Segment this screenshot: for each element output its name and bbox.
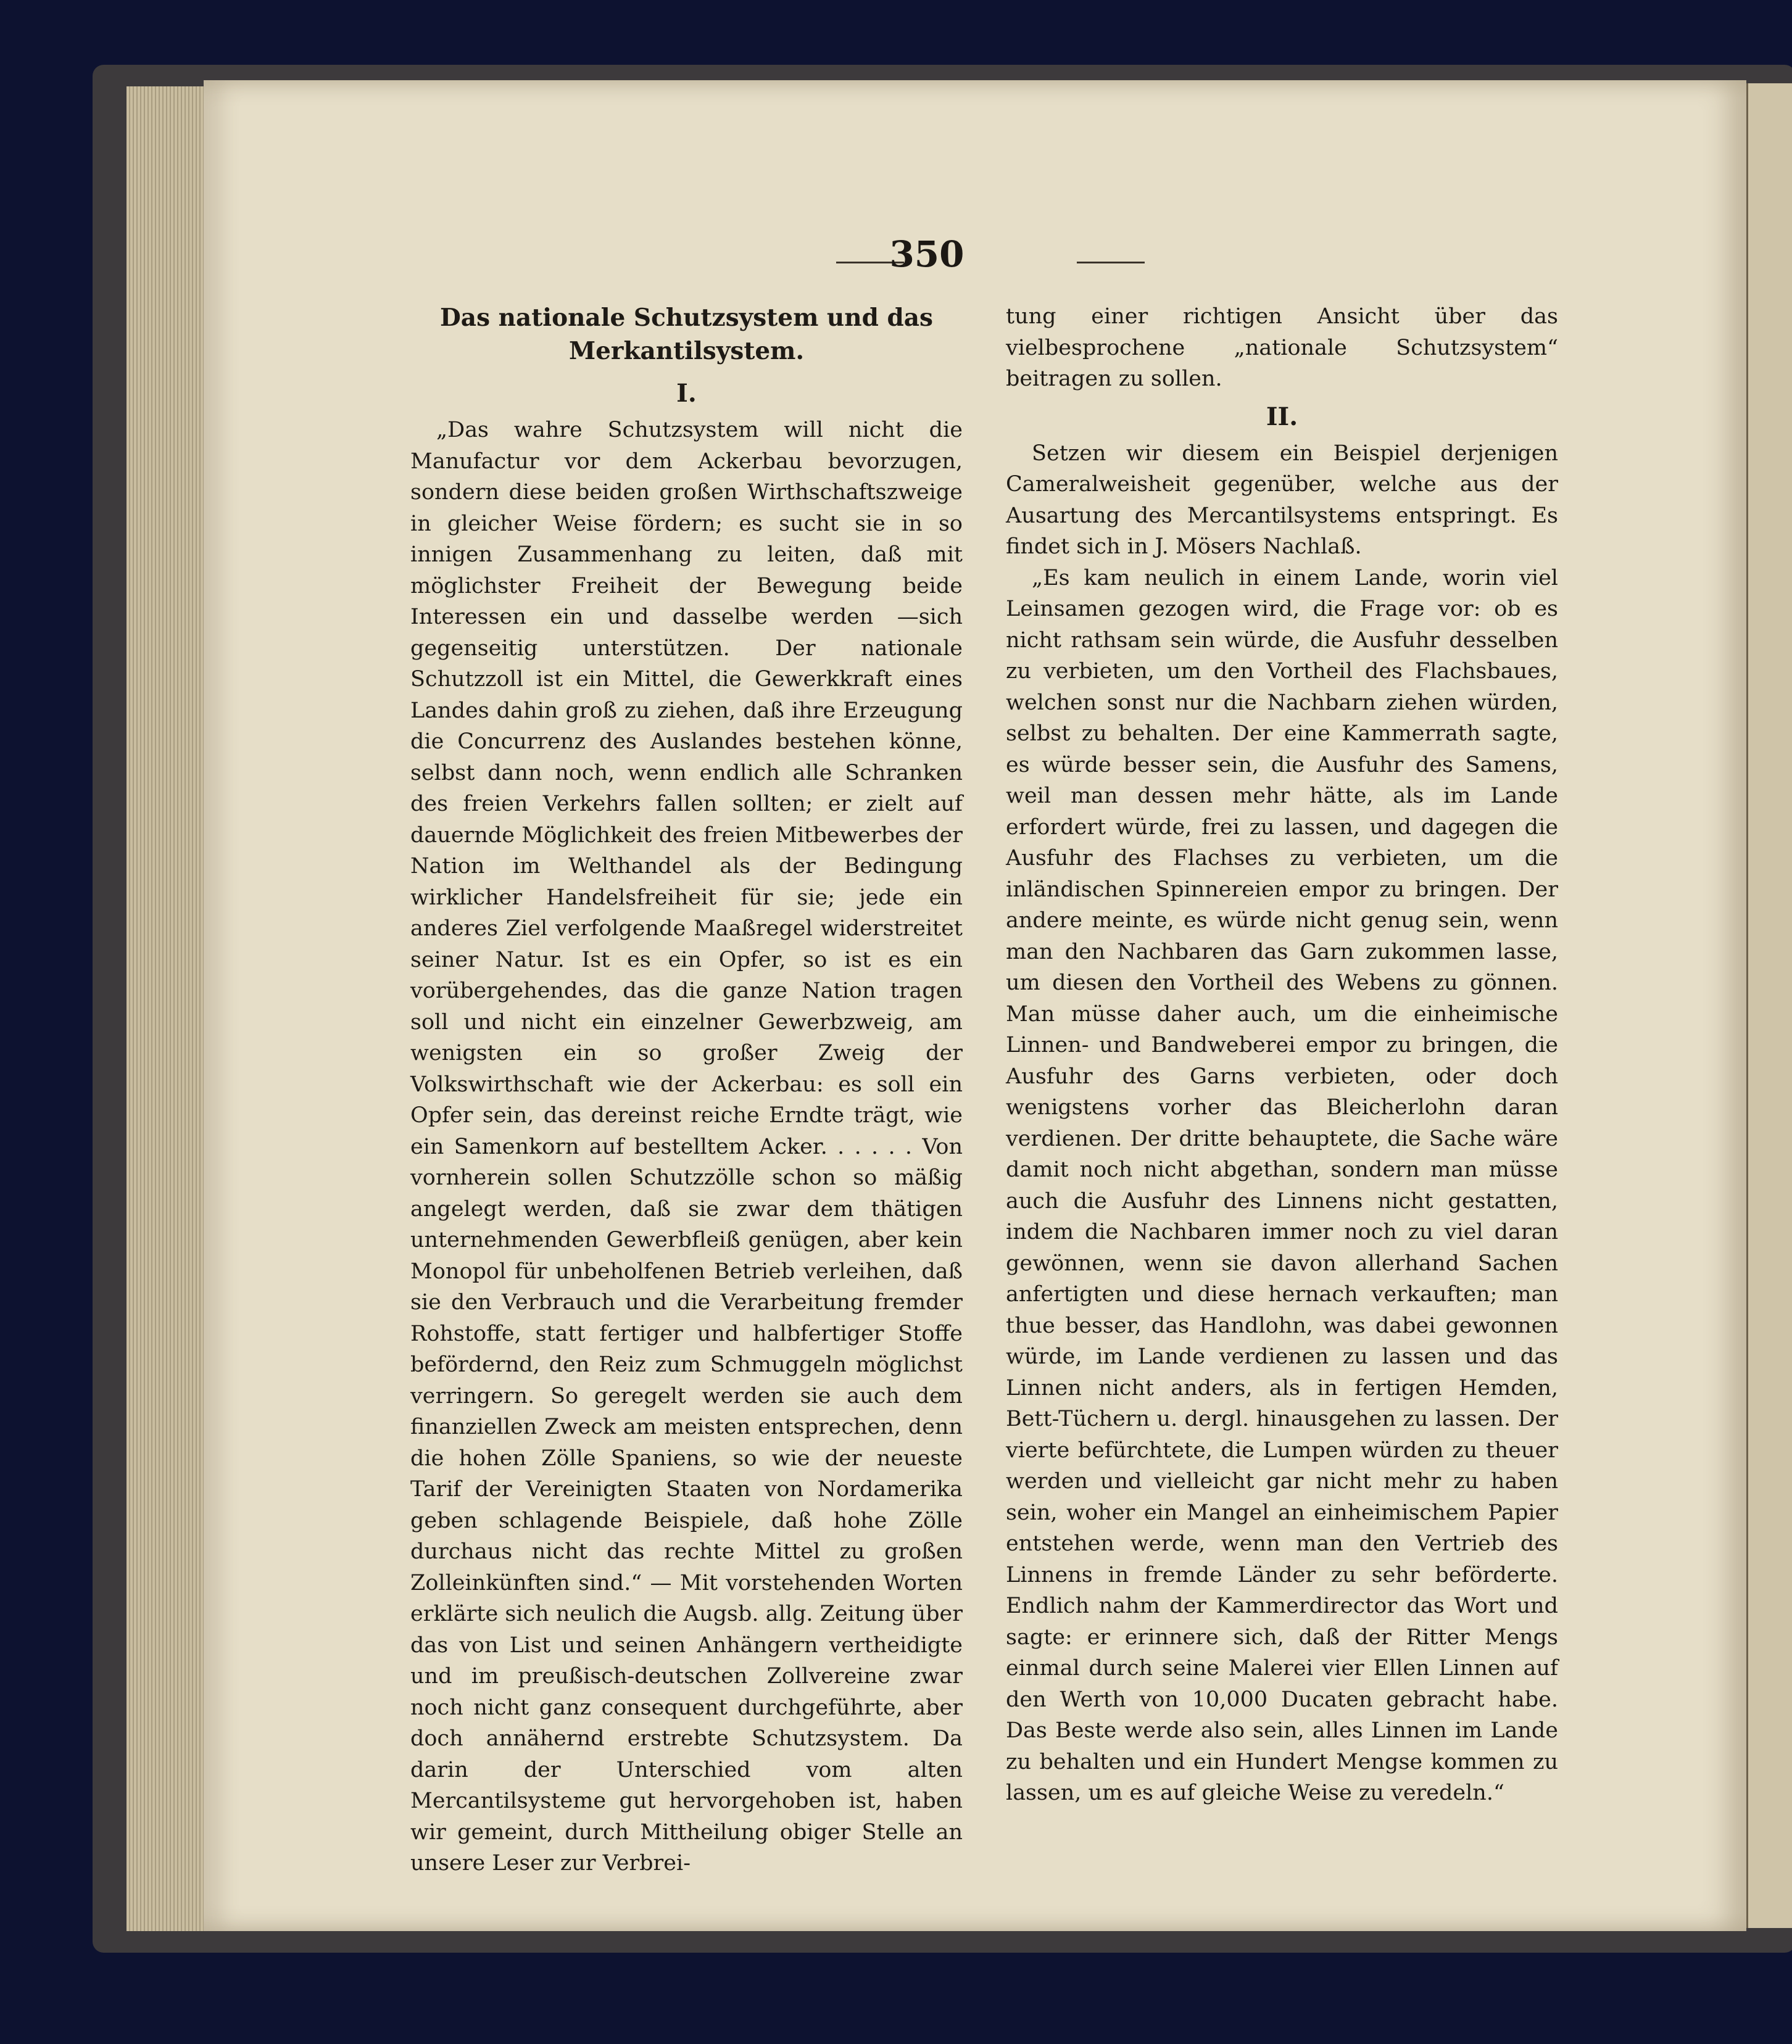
section-heading-1: I. [676, 379, 697, 408]
next-page-edge [1746, 83, 1792, 1928]
paragraph-2: „Es kam neulich in einem Lande, worin viel Leinsamen gezogen wird, die Frage vor: ob es nicht rathsam sein würde, die Ausfuhr desselben zu verbieten, um den Vortheil des Flachsbaues, welchen sonst nur die Nachbarn ziehen würden, selbst zu behalten. Der eine Kammerrath sagte, es würde besser sein, die Ausfuhr des Samens, weil man dessen mehr hätte, als im Lande erfordert würde, frei zu lassen, und dagegen die Ausfuhr des Flachses zu verbieten, um die inländischen Spinnereien empor zu bringen. Der andere meinte, es würde nicht genug sein, wenn man den Nachbaren das Garn zukommen lasse, um diesen den Vortheil des Webens zu gönnen. Man müsse daher auch, um die einheimische Linnen- und Bandweberei empor zu bringen, die Ausfuhr des Garns verbieten, oder doch wenigstens vorher das Bleicherlohn daran verdienen. Der dritte behauptete, die Sache wäre damit noch nicht abgethan, sondern man müsse auch die Ausfuhr des Linnens nicht gestatten, indem die Nachbaren immer noch zu viel daran gewönnen, wenn sie davon allerhand Sachen anfertigten und diese hernach verkauften; man thue besser, das Handlohn, was dabei gewonnen würde, im Lande verdienen zu lassen und das Linnen nicht anders, als in fertigen Hemden, Bett-Tüchern u. dergl. hinausgehen zu lassen. Der vierte befürchtete, die Lumpen würden zu theuer werden und vielleicht gar nicht mehr zu haben sein, woher ein Mangel an einheimischem Papier entstehen werde, wenn man den Vertrieb des Linnens in fremde Länder zu sehr beförderte. Endlich nahm der Kammerdirector das Wort und sagte: er erinnere sich, daß der Ritter Mengs einmal durch seine Malerei vier Ellen Linnen auf den Werth von 10,000 Ducaten gebracht habe. Das Beste werde also sein, alles Linnen im Lande zu behalten und ein Hundert Mengse kommen zu lassen, um es auf gleiche Weise zu veredeln.“ [1006, 565, 1558, 1805]
page-edges [127, 86, 216, 1931]
page-number: 350 [889, 233, 964, 275]
paragraph-1: Setzen wir diesem ein Beispiel derjenigen Cameralweisheit gegenüber, welche aus der Ausartung des Mercantilsystems entspringt. Es findet sich in J. Mösers Nachlaß. [1006, 441, 1558, 559]
article-title: Das nationale Schutzsystem und das Merkantilsystem. [439, 304, 933, 365]
left-column-text: „Das wahre Schutzsystem will nicht die Manufactur vor dem Ackerbau bevorzugen, sondern diese beiden großen Wirthschaftszweige in gleicher Weise fördern; es sucht sie in so innigen Zusammenhang zu leiten, daß mit möglichster Freiheit der Bewegung beide Interessen ein und dasselbe werden —sich gegenseitig unterstützen. Der nationale Schutzzoll ist ein Mittel, die Gewerkkraft eines Landes dahin groß zu ziehen, daß ihre Erzeugung die Concurrenz des Auslandes bestehen könne, selbst dann noch, wenn endlich alle Schranken des freien Verkehrs fallen sollten; er zielt auf dauernde Möglichkeit des freien Mitbewerbes der Nation im Welthandel als der Bedingung wirklicher Handelsfreiheit für sie; jede ein anderes Ziel verfolgende Maaßregel widerstreitet seiner Natur. Ist es ein Opfer, so ist es ein vorübergehendes, das die ganze Nation tragen soll und nicht ein einzelner Gewerbzweig, am wenigsten ein so großer Zweig der Volkswirthschaft wie der Ackerbau: es soll ein Opfer sein, das dereinst reiche Erndte trägt, wie ein Samenkorn auf bestelltem Acker. . . . . . Von vornherein sollen Schutzzölle schon so mäßig angelegt werden, daß sie zwar dem thätigen unternehmenden Gewerbfleiß genügen, aber kein Monopol für unbeholfenen Betrieb verleihen, daß sie den Verbrauch und die Verarbeitung fremder Rohstoffe, statt fertiger und halbfertiger Stoffe befördernd, den Reiz zum Schmuggeln möglichst verringern. So geregelt werden sie auch dem finanziellen Zweck am meisten entsprechen, denn die hohen Zölle Spaniens, so wie der neueste Tarif der Vereinigten Staaten von Nordamerika geben schlagende Beispiele, daß hohe Zölle durchaus nicht das rechte Mittel zu großen Zolleinkünften sind.“ — Mit vorstehenden Worten erklärte sich neulich die Augsb. allg. Zeitung über das von List und seinen Anhängern vertheidigte und im preußisch-deutschen Zollvereine zwar noch nicht ganz consequent durchgeführte, aber doch annähernd erstrebte Schutzsystem. Da darin der Unterschied vom alten Mercantilsysteme gut hervorgehoben ist, haben wir gemeint, durch Mittheilung obiger Stelle an unsere Leser zur Verbrei- [410, 418, 963, 1876]
header-rule-right [1077, 262, 1145, 263]
section-heading-2: II. [1266, 402, 1298, 431]
right-column-continuation: tung einer richtigen Ansicht über das vielbesprochene „nationale Schutzsystem“ beitragen zu sollen. [1006, 304, 1558, 391]
right-column [1006, 301, 1558, 1809]
left-column [410, 301, 963, 1879]
